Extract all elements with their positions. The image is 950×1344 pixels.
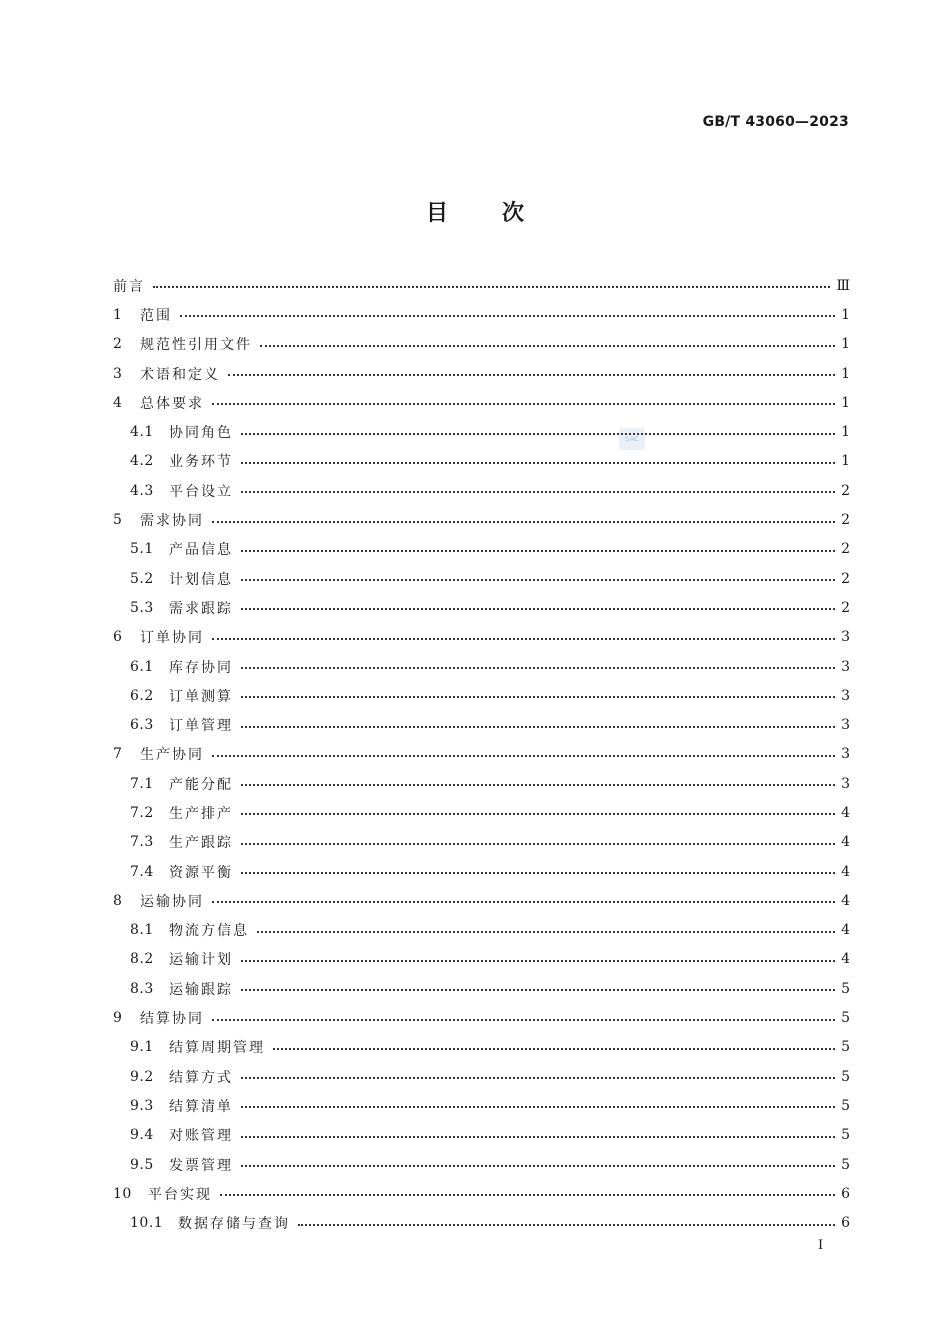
title-char-1: 目 <box>425 201 448 226</box>
toc-entry-label: 产能分配 <box>169 776 233 793</box>
toc-entry-label: 订单管理 <box>169 718 233 735</box>
toc-entry-number: 2 <box>113 336 123 353</box>
toc-entry-page: 3 <box>841 687 850 704</box>
toc-entry-number: 10.1 <box>130 1215 164 1232</box>
toc-entry-number: 6 <box>113 629 123 646</box>
title-char-2: 次 <box>502 201 525 226</box>
toc-entry[interactable] <box>113 564 850 593</box>
toc-leader-dots <box>241 578 835 581</box>
toc-entry-number: 9.1 <box>130 1039 154 1056</box>
toc-entry[interactable] <box>113 271 850 300</box>
toc-entry-page: 5 <box>841 1156 850 1173</box>
toc-entry[interactable] <box>113 1209 850 1238</box>
toc-entry-page: 5 <box>841 1010 850 1027</box>
toc-entry-page: 5 <box>841 1068 850 1085</box>
toc-leader-dots <box>241 1105 835 1108</box>
toc-entry-number: 6.2 <box>130 687 154 704</box>
toc-leader-dots <box>212 520 835 523</box>
toc-leader-dots <box>212 1018 835 1021</box>
toc-entry[interactable] <box>113 417 850 446</box>
toc-entry-number: 4.3 <box>130 482 154 499</box>
toc-entry-label: 业务环节 <box>169 454 233 471</box>
toc-leader-dots <box>241 725 835 728</box>
toc-entry-number: 10 <box>113 1185 132 1202</box>
toc-entry-label: 生产跟踪 <box>169 835 233 852</box>
toc-entry[interactable] <box>113 505 850 534</box>
toc-entry-number: 9.4 <box>130 1127 154 1144</box>
toc-leader-dots <box>241 695 835 698</box>
toc-leader-dots <box>241 812 835 815</box>
toc-leader-dots <box>241 871 835 874</box>
toc-leader-dots <box>212 900 835 903</box>
toc-entry[interactable] <box>113 798 850 827</box>
toc-entry[interactable] <box>113 330 850 359</box>
toc-leader-dots <box>241 432 835 435</box>
toc-entry-page: 4 <box>841 922 850 939</box>
toc-leader-dots <box>298 1223 835 1226</box>
toc-entry-page: 6 <box>841 1185 850 1202</box>
toc-entry[interactable] <box>113 1179 850 1208</box>
toc-entry-page: 5 <box>841 1039 850 1056</box>
toc-leader-dots <box>257 930 835 933</box>
toc-entry[interactable] <box>113 359 850 388</box>
toc-leader-dots <box>260 344 835 347</box>
toc-entry-page: 4 <box>841 951 850 968</box>
toc-entry-label: 结算周期管理 <box>169 1040 265 1057</box>
toc-entry-label: 结算方式 <box>169 1069 233 1086</box>
toc-entry-number: 9.2 <box>130 1068 154 1085</box>
toc-leader-dots <box>212 402 835 405</box>
toc-entry-label: 需求协同 <box>140 513 204 530</box>
toc-leader-dots <box>241 490 835 493</box>
toc-entry-label: 规范性引用文件 <box>140 337 252 354</box>
toc-leader-dots <box>212 754 835 757</box>
toc-entry-page: 3 <box>841 746 850 763</box>
toc-leader-dots <box>228 373 835 376</box>
toc-entry-label: 运输协同 <box>140 893 204 910</box>
toc-entry[interactable] <box>113 828 850 857</box>
toc-entry[interactable] <box>113 535 850 564</box>
toc-entry[interactable] <box>113 593 850 622</box>
toc-entry-number: 7 <box>113 746 123 763</box>
toc-entry-number: 9 <box>113 1010 123 1027</box>
toc-entry-label: 数据存储与查询 <box>178 1216 290 1233</box>
toc-entry-number: 4.1 <box>130 424 154 441</box>
toc-entry[interactable] <box>113 1091 850 1120</box>
toc-leader-dots <box>180 314 835 317</box>
toc-leader-dots <box>241 461 835 464</box>
toc-leader-dots <box>241 988 835 991</box>
standard-code: GB/T 43060—2023 <box>702 114 849 130</box>
toc-entry-page: 1 <box>841 336 850 353</box>
toc-entry[interactable] <box>113 476 850 505</box>
toc-entry-label: 运输计划 <box>169 952 233 969</box>
toc-entry-number: 3 <box>113 365 123 382</box>
toc-entry-label: 物流方信息 <box>169 923 249 940</box>
toc-entry-page: 5 <box>841 1097 850 1114</box>
toc-entry-number: 7.1 <box>130 775 154 792</box>
toc-leader-dots <box>241 1076 835 1079</box>
toc-leader-dots <box>241 607 835 610</box>
toc-entry-label: 库存协同 <box>169 659 233 676</box>
toc-entry[interactable] <box>113 916 850 945</box>
toc-entry-number: 8.2 <box>130 951 154 968</box>
toc-entry-label: 平台设立 <box>169 483 233 500</box>
toc-entry-label: 产品信息 <box>169 542 233 559</box>
toc-entry[interactable] <box>113 886 850 915</box>
toc-leader-dots <box>241 549 835 552</box>
toc-entry-number: 5 <box>113 512 123 529</box>
toc-entry-label: 生产协同 <box>140 747 204 764</box>
toc-entry-number: 1 <box>113 306 123 323</box>
toc-leader-dots <box>241 1135 835 1138</box>
toc-entry-label: 对账管理 <box>169 1128 233 1145</box>
toc-entry-label: 订单测算 <box>169 688 233 705</box>
toc-entry-number: 9.5 <box>130 1156 154 1173</box>
toc-entry-page: 1 <box>841 453 850 470</box>
toc-entry-number: 4 <box>113 394 123 411</box>
toc-entry-number: 5.1 <box>130 541 154 558</box>
toc-entry-page: Ⅲ <box>836 277 850 294</box>
toc-entry[interactable] <box>113 857 850 886</box>
toc-entry-page: 5 <box>841 1127 850 1144</box>
toc-entry-number: 7.3 <box>130 834 154 851</box>
toc-leader-dots <box>241 959 835 962</box>
toc-entry[interactable] <box>113 652 850 681</box>
page-title <box>0 196 950 227</box>
toc-entry-page: 4 <box>841 834 850 851</box>
toc-entry-label: 需求跟踪 <box>169 600 233 617</box>
toc-leader-dots <box>273 1047 835 1050</box>
toc-leader-dots <box>241 666 835 669</box>
toc-entry-number: 7.4 <box>130 863 154 880</box>
toc-entry-label: 结算协同 <box>140 1011 204 1028</box>
toc-entry-page: 3 <box>841 658 850 675</box>
toc-entry[interactable] <box>113 447 850 476</box>
toc-entry[interactable] <box>113 681 850 710</box>
toc-entry[interactable] <box>113 1150 850 1179</box>
toc-entry-page: 2 <box>841 482 850 499</box>
toc-leader-dots <box>220 1193 835 1196</box>
toc-entry-number: 8.3 <box>130 980 154 997</box>
toc-entry[interactable] <box>113 300 850 329</box>
toc-entry[interactable] <box>113 1003 850 1032</box>
toc-entry[interactable] <box>113 1062 850 1091</box>
toc-entry-page: 1 <box>841 394 850 411</box>
toc-entry-label: 计划信息 <box>169 571 233 588</box>
toc-entry-page: 2 <box>841 599 850 616</box>
toc-entry-label: 术语和定义 <box>140 366 220 383</box>
toc-entry[interactable] <box>113 769 850 798</box>
toc-leader-dots <box>241 783 835 786</box>
toc-leader-dots <box>241 842 835 845</box>
toc-entry-label: 运输跟踪 <box>169 981 233 998</box>
toc-entry-page: 1 <box>841 306 850 323</box>
toc-entry-page: 2 <box>841 541 850 558</box>
toc-entry-number: 5.2 <box>130 570 154 587</box>
toc-entry[interactable] <box>113 388 850 417</box>
toc-entry-page: 2 <box>841 570 850 587</box>
toc-entry-label: 范围 <box>140 307 172 324</box>
toc-leader-dots <box>153 285 830 288</box>
toc-entry-label: 生产排产 <box>169 805 233 822</box>
toc-entry[interactable] <box>113 710 850 739</box>
toc-entry-label: 协同角色 <box>169 425 233 442</box>
toc-entry-page: 4 <box>841 863 850 880</box>
toc-entry-label: 结算清单 <box>169 1098 233 1115</box>
toc-entry-number: 5.3 <box>130 599 154 616</box>
toc-entry-page: 2 <box>841 512 850 529</box>
toc-entry-number: 9.3 <box>130 1097 154 1114</box>
toc-entry[interactable] <box>113 1033 850 1062</box>
toc-entry-page: 5 <box>841 980 850 997</box>
toc-entry-label: 前言 <box>113 278 145 295</box>
toc-entry-page: 1 <box>841 365 850 382</box>
toc-entry-page: 6 <box>841 1215 850 1232</box>
toc-entry-number: 6.3 <box>130 717 154 734</box>
toc-entry[interactable] <box>113 623 850 652</box>
toc-entry-number: 8.1 <box>130 922 154 939</box>
toc-entry-number: 7.2 <box>130 804 154 821</box>
toc-entry-page: 3 <box>841 717 850 734</box>
toc-entry-label: 总体要求 <box>140 395 204 412</box>
toc-entry[interactable] <box>113 740 850 769</box>
table-of-contents <box>113 271 850 1238</box>
page-number: I <box>818 1238 824 1253</box>
toc-entry-number: 4.2 <box>130 453 154 470</box>
toc-entry-label: 订单协同 <box>140 630 204 647</box>
toc-leader-dots <box>212 637 835 640</box>
toc-entry-page: 3 <box>841 775 850 792</box>
toc-entry-label: 发票管理 <box>169 1157 233 1174</box>
toc-entry-number: 8 <box>113 892 123 909</box>
toc-entry-page: 3 <box>841 629 850 646</box>
toc-entry[interactable] <box>113 1121 850 1150</box>
watermark-logo: SAC <box>619 428 645 450</box>
toc-entry-page: 4 <box>841 892 850 909</box>
toc-entry[interactable] <box>113 974 850 1003</box>
toc-entry-label: 平台实现 <box>148 1186 212 1203</box>
toc-entry-number: 6.1 <box>130 658 154 675</box>
toc-entry-label: 资源平衡 <box>169 864 233 881</box>
toc-leader-dots <box>241 1164 835 1167</box>
toc-entry-page: 4 <box>841 804 850 821</box>
toc-entry-page: 1 <box>841 424 850 441</box>
toc-entry[interactable] <box>113 945 850 974</box>
